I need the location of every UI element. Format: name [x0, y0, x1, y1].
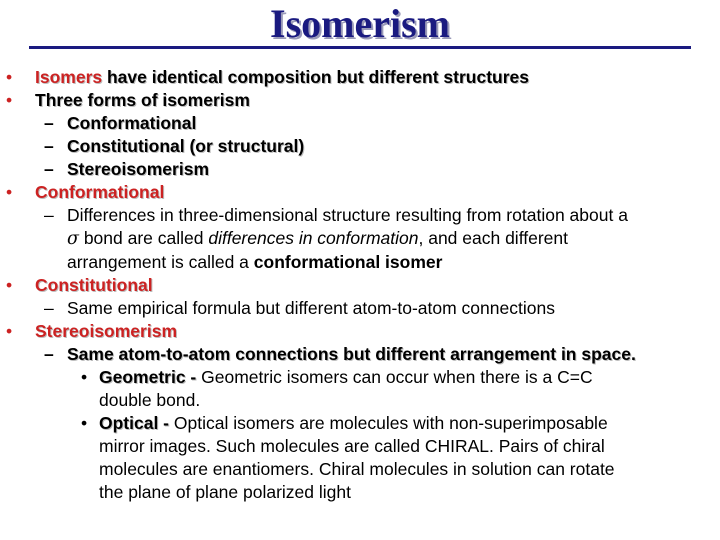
bullet-conformational — [0, 181, 720, 204]
bullet-marker: • — [6, 67, 13, 87]
dash-marker: – — [44, 344, 54, 364]
sub-conformation-definition — [0, 204, 720, 227]
optical-text-cont3: the plane of plane polarized light — [99, 482, 351, 502]
bullet-three-forms-text: Three forms of isomerism — [35, 90, 250, 110]
dash-marker: – — [44, 136, 54, 156]
conformation-definition-line3 — [0, 251, 720, 274]
optical-text-line4 — [0, 481, 720, 504]
bullet-marker: • — [81, 367, 88, 387]
term-differences-in-conformation: differences in conformation — [208, 228, 419, 248]
geometric-text: Geometric isomers can occur when there is a C=C — [196, 367, 593, 387]
stereo-definition-text: Same atom-to-atom connections but different arrangement in space. — [67, 344, 636, 364]
optical-text: Optical isomers are molecules with non-superimposable — [169, 413, 608, 433]
slide-title: Isomerism — [270, 1, 450, 46]
title-underline — [29, 46, 691, 49]
optical-text-cont2: molecules are enantiomers. Chiral molecules in solution can rotate — [99, 459, 615, 479]
term-isomers: Isomers — [35, 67, 103, 87]
bullet-isomers-text: have identical composition but different structures — [102, 67, 529, 87]
term-conformational-isomer: conformational isomer — [253, 252, 443, 272]
heading-conformational: Conformational — [35, 182, 165, 202]
heading-constitutional: Constitutional — [35, 275, 153, 295]
dash-marker: – — [44, 205, 54, 225]
bullet-three-forms — [0, 89, 720, 112]
sub-constitutional — [0, 135, 720, 158]
sub-stereoisomerism-text: Stereoisomerism — [67, 159, 210, 179]
bullet-constitutional — [0, 274, 720, 297]
sub-stereo-definition — [0, 343, 720, 366]
optical-text-line2 — [0, 435, 720, 458]
dash-marker: – — [44, 298, 54, 318]
bullet-stereoisomerism — [0, 320, 720, 343]
sub-conformational — [0, 112, 720, 135]
heading-stereoisomerism: Stereoisomerism — [35, 321, 178, 341]
bullet-marker: • — [6, 182, 13, 202]
geometric-text-cont: double bond. — [99, 390, 201, 410]
subsub-geometric — [0, 366, 720, 389]
optical-text-cont1: mirror images. Such molecules are called CHIRAL. Pairs of chiral — [99, 436, 605, 456]
subsub-optical — [0, 412, 720, 435]
sigma-symbol: σ — [67, 229, 79, 249]
slide-body — [0, 66, 720, 504]
bullet-marker: • — [6, 275, 13, 295]
conformation-def-text-b: , and each different — [418, 228, 568, 248]
term-geometric: Geometric - — [99, 367, 197, 387]
bullet-isomers — [0, 66, 720, 89]
optical-text-line3 — [0, 458, 720, 481]
constitutional-definition-text: Same empirical formula but different atom-to-atom connections — [67, 298, 555, 318]
sub-conformational-text: Conformational — [67, 113, 197, 133]
term-optical: Optical - — [99, 413, 170, 433]
sub-stereoisomerism — [0, 158, 720, 181]
sub-constitutional-definition — [0, 297, 720, 320]
sub-constitutional-text: Constitutional (or structural) — [67, 136, 305, 156]
dash-marker: – — [44, 113, 54, 133]
bullet-marker: • — [6, 321, 13, 341]
conformation-def-text-c: arrangement is called a — [67, 252, 254, 272]
bullet-marker: • — [6, 90, 13, 110]
conformation-def-text-a: bond are called — [78, 228, 209, 248]
conformation-definition-line1: Differences in three-dimensional structure resulting from rotation about a — [67, 205, 628, 225]
geometric-text-line2 — [0, 389, 720, 412]
dash-marker: – — [44, 159, 54, 179]
conformation-definition-line2 — [0, 227, 720, 251]
bullet-marker: • — [81, 413, 88, 433]
